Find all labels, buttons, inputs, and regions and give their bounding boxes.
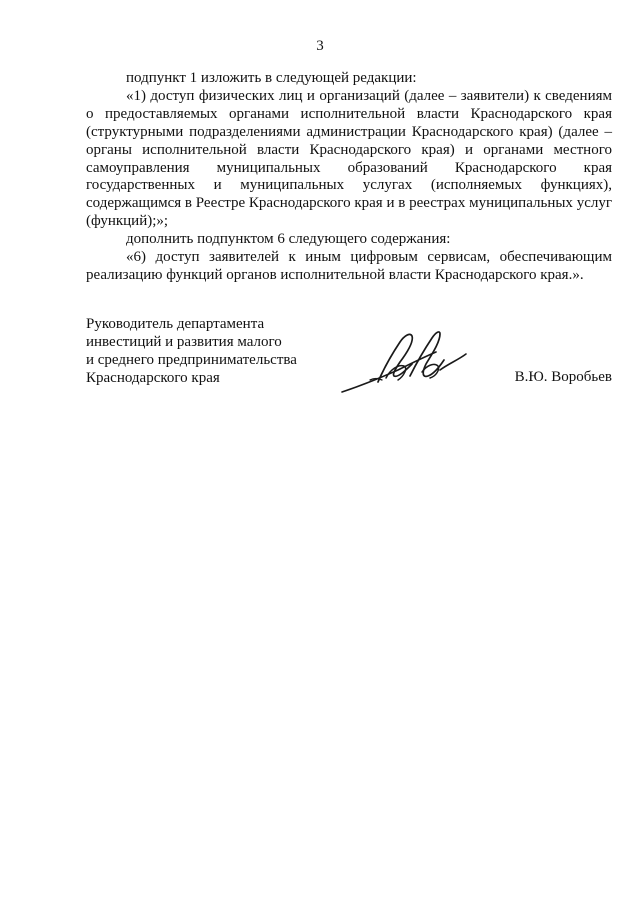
- paragraph-4: «6) доступ заявителей к иным цифровым сервисам, обеспечивающим реализацию функций органов исполнительной власти Краснодарского края.».: [86, 249, 612, 283]
- signature-block: [86, 316, 612, 396]
- paragraph-1: подпункт 1 изложить в следующей редакции:: [126, 70, 417, 86]
- position-line: и среднего предпринимательства: [86, 351, 297, 368]
- paragraph-2: «1) доступ физических лиц и организаций (далее – заявители) к сведениям о предоставляемых органами исполнительной власти Краснодарского края (структурными подразделениями администрации Краснодарского края) (далее – органы исполнительной власти Краснодарского края) и органами местного самоуправления муниципальных образований Краснодарского края государственных и муниципальных услугах (исполняемых функциях), содержащимся в Реестре Краснодарского края и в реестрах муниципальных услуг (функций);»;: [86, 87, 612, 230]
- paragraph-3: дополнить подпунктом 6 следующего содержания:: [126, 231, 451, 248]
- signer-position: [86, 316, 326, 388]
- position-line: Руководитель департамента: [86, 316, 265, 332]
- document-body: [86, 70, 612, 285]
- page-number: 3: [316, 38, 324, 54]
- handwritten-signature-icon: [340, 320, 470, 400]
- signer-name: В.Ю. Воробьев: [514, 369, 612, 385]
- position-line: инвестиций и развития малого: [86, 333, 282, 350]
- position-line: Краснодарского края: [86, 369, 220, 386]
